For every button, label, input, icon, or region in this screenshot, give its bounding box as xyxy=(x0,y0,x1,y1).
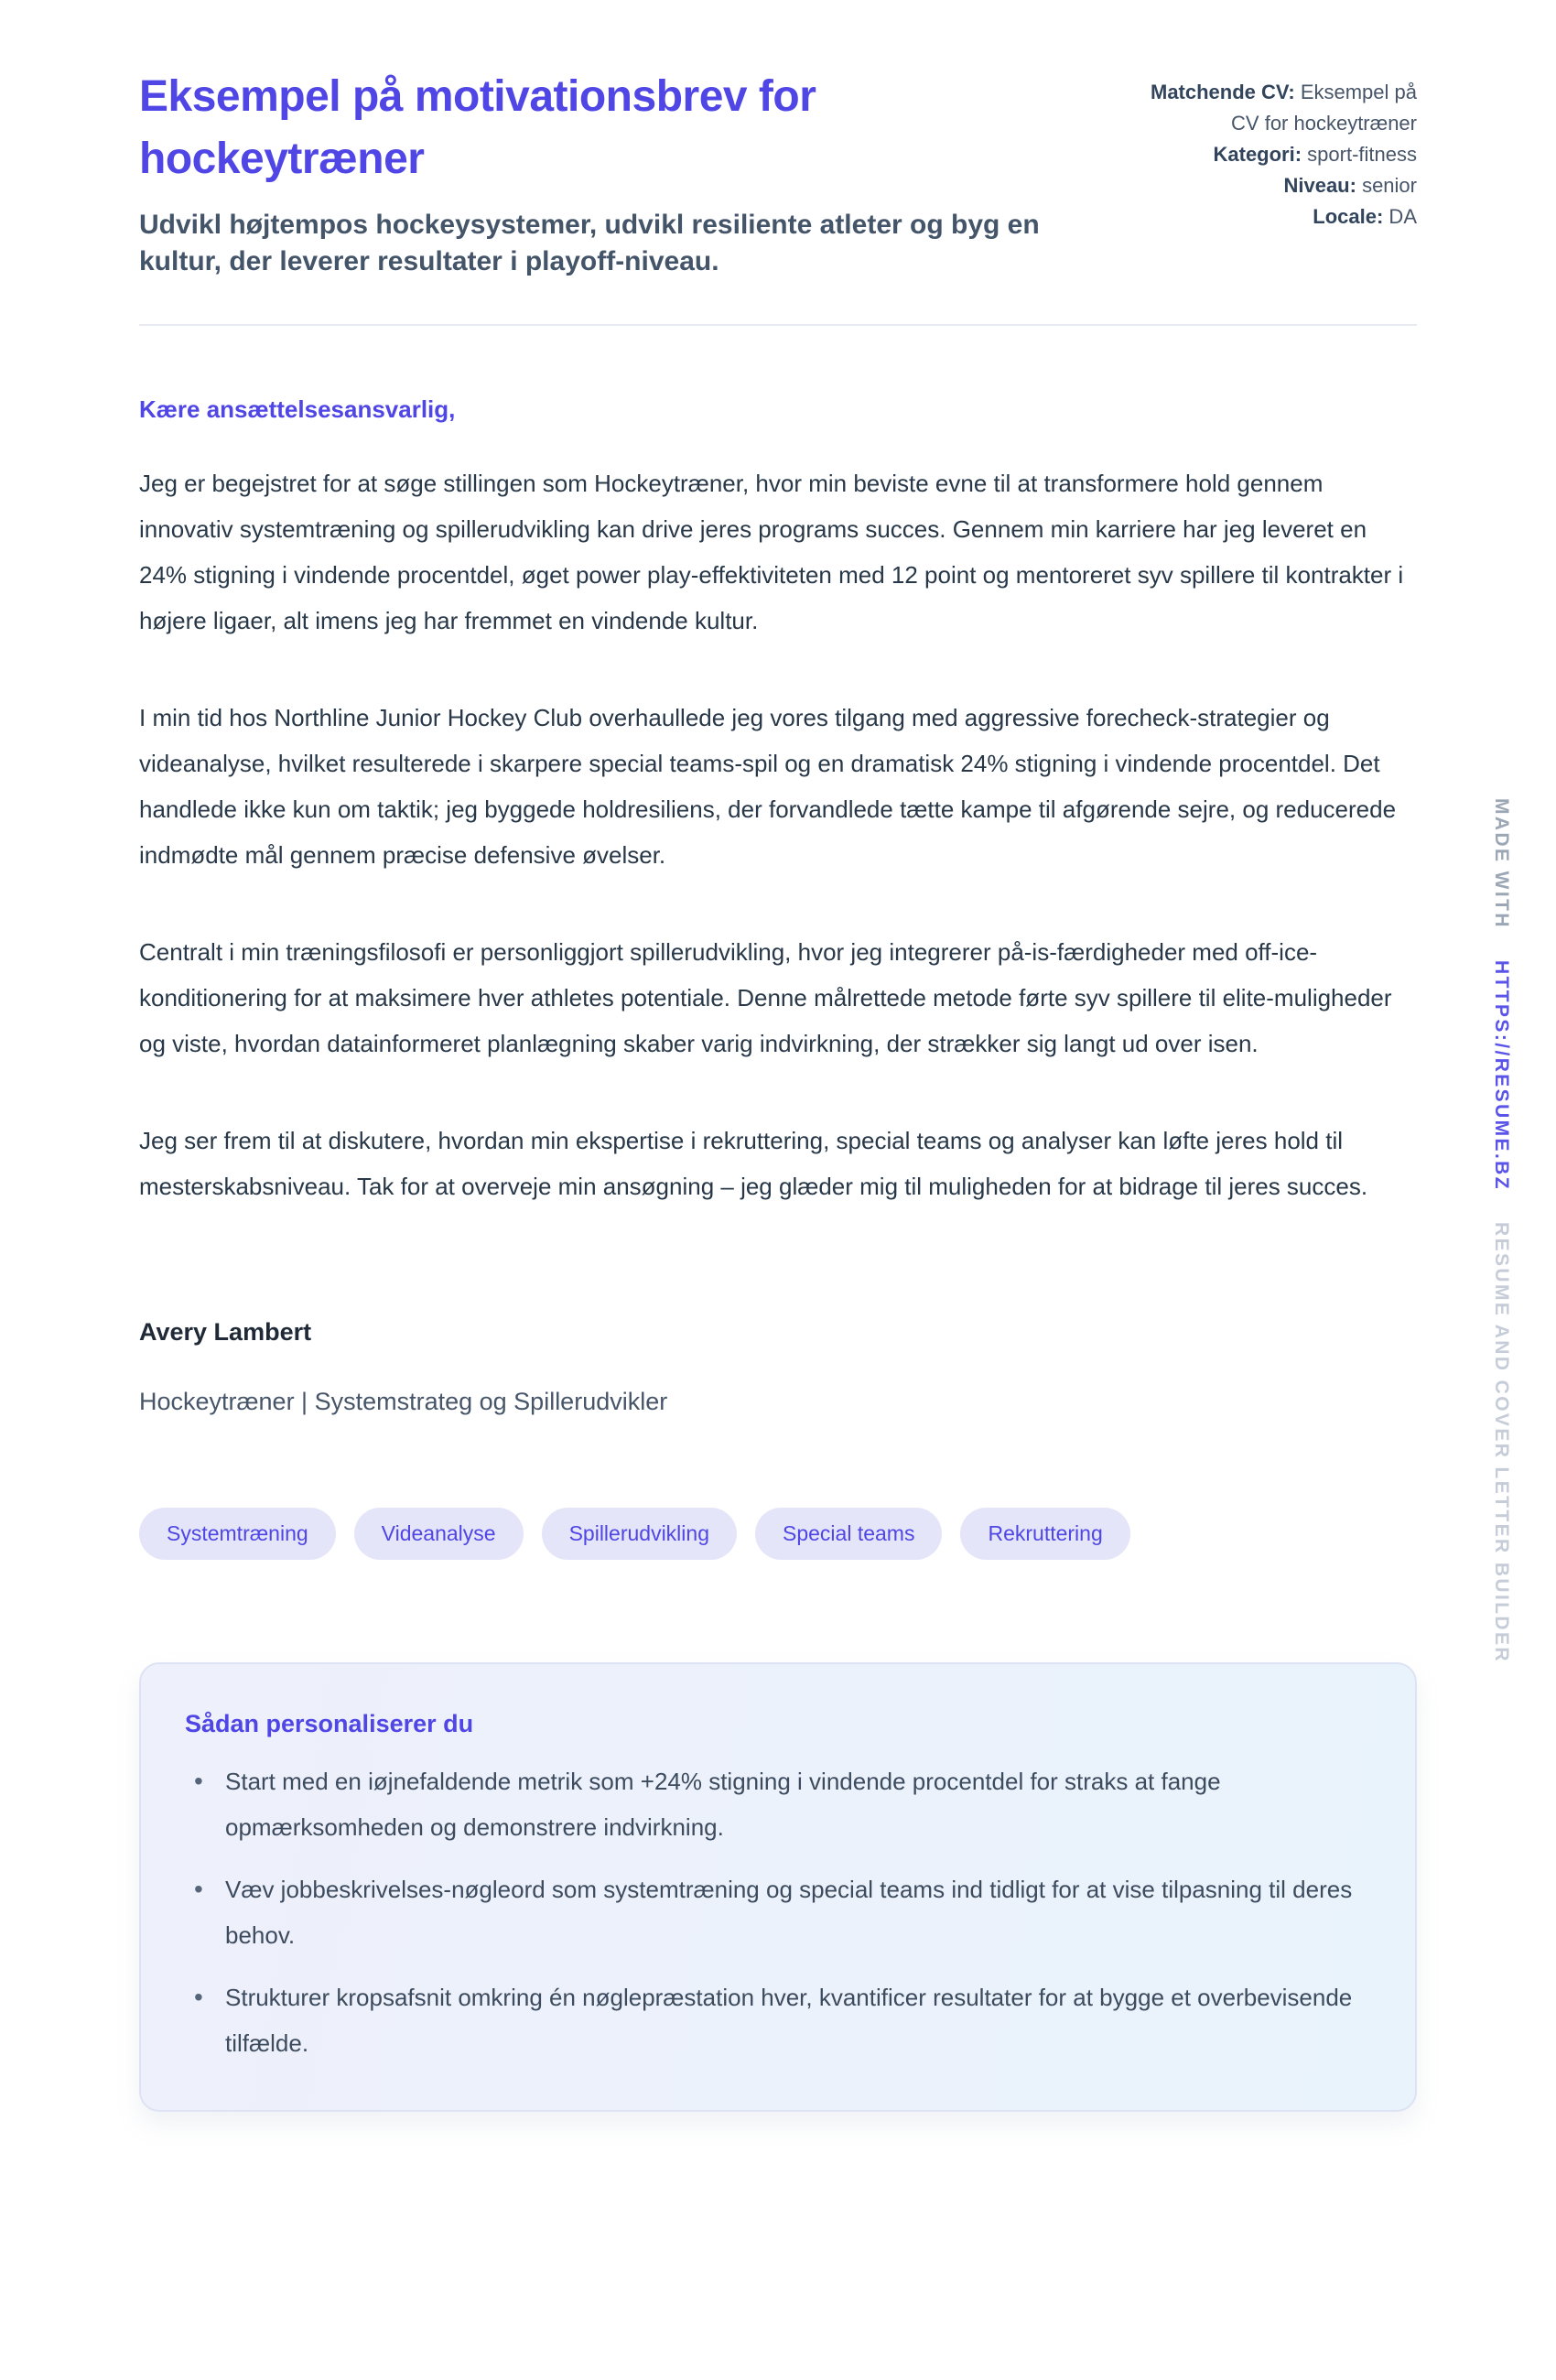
personalization-tips-card xyxy=(139,1662,1417,2112)
page-title: Eksempel på motivationsbrev for hockeytræner xyxy=(139,72,816,183)
tips-card-title: Sådan personaliserer du xyxy=(185,1710,474,1737)
page-subtitle: Udvikl højtempos hockeysystemer, udvikl resiliente atleter og byg en kultur, der leverer resultater i playoff-niveau. xyxy=(139,210,1040,276)
meta-locale-value: DA xyxy=(1383,205,1417,228)
meta-matching-cv-label: Matchende CV: xyxy=(1151,81,1295,103)
meta-locale xyxy=(1133,201,1417,233)
tag-chip-rekruttering[interactable]: Rekruttering xyxy=(960,1508,1129,1560)
tips-list-item: • Start med en iøjnefaldende metrik som +24% stigning i vindende procentdel for straks at fange opmærksomheden og demonstrere indvirkning. xyxy=(185,1758,1369,1850)
keyword-tags xyxy=(139,1508,1417,1560)
letter-paragraph: Centralt i min træningsfilosofi er personliggjort spillerudvikling, hvor jeg integrerer på-is-færdigheder med off-ice-konditionering for at maksimere hver athletes potentiale. Denne målrettede metode førte syv spillere til elite-muligheder og viste, hvordan datainformeret planlægning skaber varig indvirkning, der strækker sig langt ud over isen. xyxy=(139,938,1392,1057)
meta-locale-label: Locale: xyxy=(1313,205,1384,228)
signature-name: Avery Lambert xyxy=(139,1318,312,1346)
meta-level-value: senior xyxy=(1356,174,1417,197)
title-block xyxy=(139,66,1073,280)
tips-list-item: • Strukturer kropsafsnit omkring én nøglepræstation hver, kvantificer resultater for at bygge et overbevisende tilfælde. xyxy=(185,1974,1369,2066)
meta-block xyxy=(1133,66,1417,233)
meta-category-value: sport-fitness xyxy=(1302,143,1417,166)
tips-list-item: • Væv jobbeskrivelses-nøgleord som systemtræning og special teams ind tidligt for at vise tilpasning til deres behov. xyxy=(185,1866,1369,1958)
meta-matching-cv xyxy=(1133,77,1417,139)
meta-category xyxy=(1133,139,1417,170)
tag-chip-special-teams[interactable]: Special teams xyxy=(755,1508,942,1560)
page-header xyxy=(139,66,1417,280)
tag-chip-spillerudvikling[interactable]: Spillerudvikling xyxy=(542,1508,737,1560)
ribbon-suffix-text: RESUME AND COVER LETTER BUILDER xyxy=(1491,1222,1512,1664)
meta-matching-cv-value: Eksempel på CV for hockeytræner xyxy=(1231,81,1417,135)
header-divider xyxy=(139,324,1417,326)
letter-paragraph: Jeg er begejstret for at søge stillingen som Hockeytræner, hvor min beviste evne til at transformere hold gennem innovativ systemtræning og spillerudvikling kan drive jeres programs succes. Gennem min karriere har jeg leveret en 24% stigning i vindende procentdel, øget power play-effektiviteten med 12 point og mentoreret syv spillere til kontrakter i højere ligaer, alt imens jeg har fremmet en vindende kultur. xyxy=(139,470,1404,634)
meta-level-label: Niveau: xyxy=(1283,174,1356,197)
ribbon-prefix-text: MADE WITH xyxy=(1491,798,1512,929)
letter-paragraph: I min tid hos Northline Junior Hockey Club overhaullede jeg vores tilgang med aggressive forecheck-strategier og videanalyse, hvilket resulterede i skarpere special teams-spil og en dramatisk 24% stigning i vindende procentdel. Det handlede ikke kun om taktik; jeg byggede holdresiliens, der forvandlede tætte kampe til afgørende sejre, og reducerede indmødte mål gennem præcise defensive øvelser. xyxy=(139,704,1397,869)
meta-level xyxy=(1133,170,1417,201)
cover-letter-page xyxy=(139,0,1417,2112)
letter-paragraph: Jeg ser frem til at diskutere, hvordan min ekspertise i rekruttering, special teams og analyser kan løfte jeres hold til mesterskabsniveau. Tak for at overveje min ansøgning – jeg glæder mig til muligheden for at bidrage til jeres succes. xyxy=(139,1127,1368,1200)
ribbon-site-link[interactable]: HTTPS://RESUME.BZ xyxy=(1491,960,1512,1192)
tag-chip-systemtraening[interactable]: Systemtræning xyxy=(139,1508,336,1560)
made-with-ribbon xyxy=(1490,798,1512,1663)
tips-list xyxy=(185,1758,1371,2066)
signature-role: Hockeytræner | Systemstrateg og Spillerudvikler xyxy=(139,1388,668,1415)
meta-category-label: Kategori: xyxy=(1213,143,1302,166)
letter-greeting: Kære ansættelsesansvarlig, xyxy=(139,395,456,423)
tag-chip-videanalyse[interactable]: Videanalyse xyxy=(354,1508,524,1560)
